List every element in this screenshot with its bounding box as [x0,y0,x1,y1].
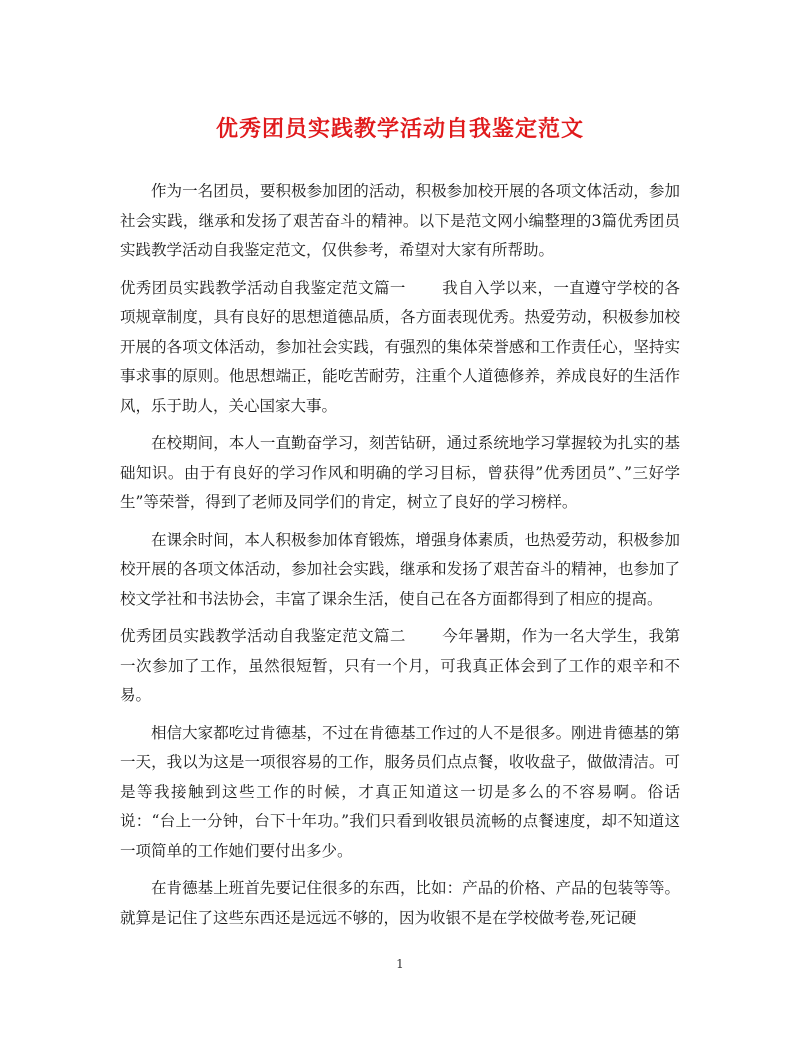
section-2-paragraph-3: 在肯德基上班首先要记住很多的东西，比如：产品的价格、产品的包装等等。就算是记住了这些东西还是远远不够的，因为收银不是在学校做考卷,死记硬 [120,879,680,927]
intro-paragraph: 作为一名团员，要积极参加团的活动，积极参加校开展的各项文体活动，参加社会实践，继承和发扬了艰苦奋斗的精神。以下是范文网小编整理的3篇优秀团员实践教学活动自我鉴定范文，仅供参考，希望对大家有所帮助。 [120,182,680,259]
document-body [120,177,680,941]
section-1-first-text: 我自入学以来，一直遵守学校的各项规章制度，具有良好的思想道德品质，各方面表现优秀。热爱劳动，积极参加校开展的各项文体活动，参加社会实践，有强烈的集体荣誉感和工作责任心，坚持实事求事的原则。他思想端正，能吃苦耐劳，注重个人道德修养，养成良好的生活作风，乐于助人，关心国家大事。 [120,278,680,415]
section-2-heading: 优秀团员实践教学活动自我鉴定范文篇二 [120,627,406,645]
section-2-paragraph [120,622,680,711]
section-1-paragraph-3: 在课余时间，本人积极参加体育锻炼，增强身体素质，也热爱劳动，积极参加校开展的各项文体活动，参加社会实践，继承和发扬了艰苦奋斗的精神，也参加了校文学社和书法协会，丰富了课余生活，使自己在各方面都得到了相应的提高。 [120,530,680,608]
document-title: 优秀团员实践教学活动自我鉴定范文 [215,117,584,142]
section-1-heading: 优秀团员实践教学活动自我鉴定范文篇一 [120,278,406,297]
section-1-paragraph [120,274,680,422]
section-1-paragraph-2: 在校期间，本人一直勤奋学习，刻苦钻研，通过系统地学习掌握较为扎实的基础知识。由于有良好的学习作风和明确的学习目标，曾获得”优秀团员”、”三好学生”等荣誉，得到了老师及同学们的肯定，树立了良好的学习榜样。 [120,434,680,511]
page-number: 1 [396,957,404,971]
section-2-paragraph-2: 相信大家都吃过肯德基，不过在肯德基工作过的人不是很多。刚进肯德基的第一天，我以为这是一项很容易的工作，服务员们点点餐，收收盘子，做做清洁。可是等我接触到这些工作的时候，才真正知道这一切是多么的不容易啊。俗话说：“台上一分钟，台下十年功。”我们只看到收银员流畅的点餐速度，却不知道这一项简单的工作她们要付出多少。 [120,723,680,860]
section-2-first-text: 今年暑期，作为一名大学生，我第一次参加了工作，虽然很短暂，只有一个月，可我真正体会到了工作的艰辛和不易。 [120,627,680,704]
